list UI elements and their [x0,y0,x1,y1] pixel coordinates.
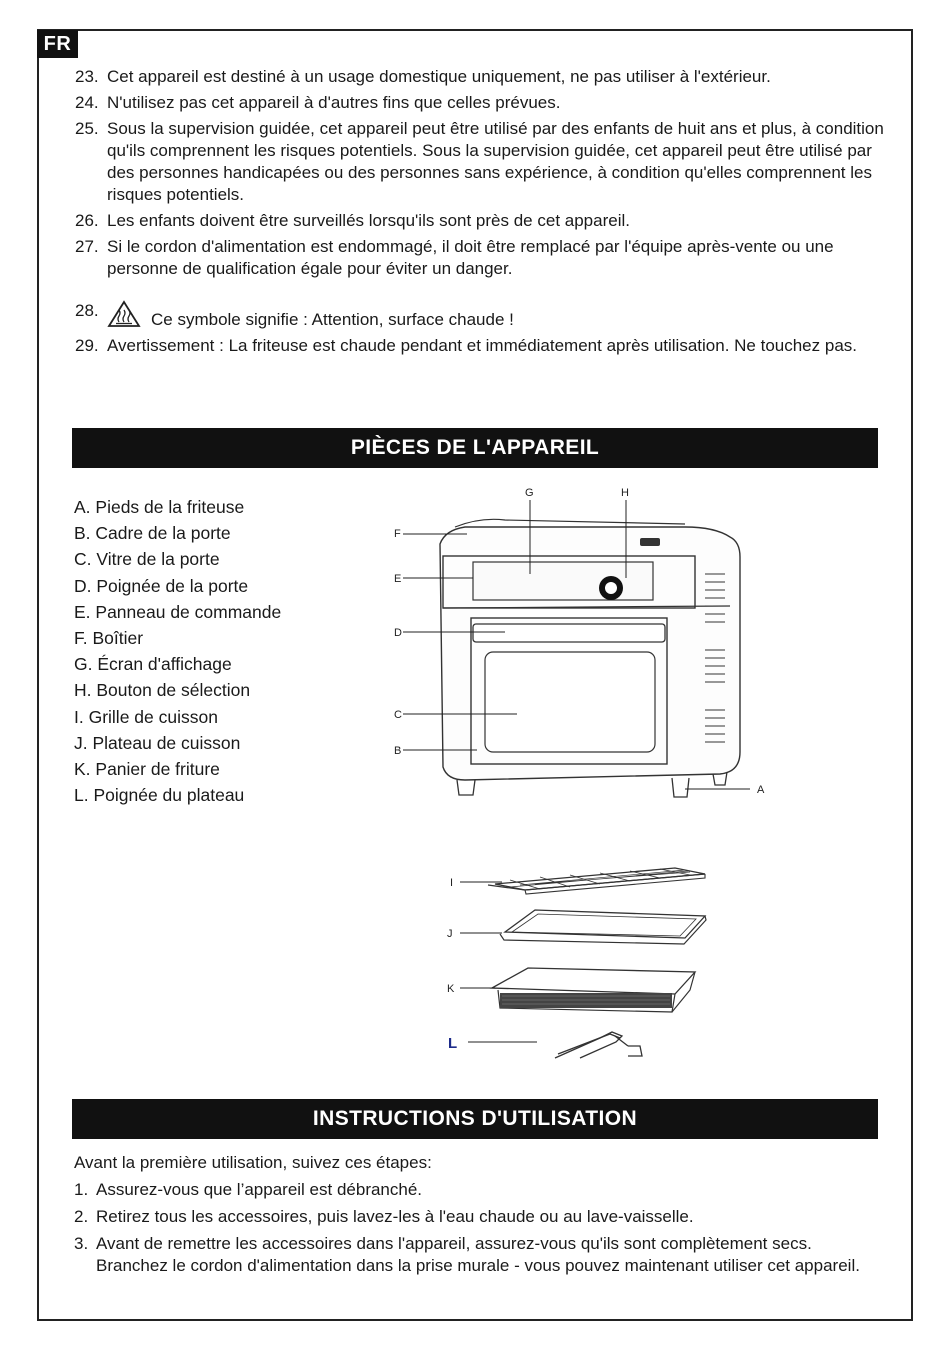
instruction-text: Assurez-vous que l’appareil est débranché. [96,1180,423,1199]
warning-item [75,300,885,331]
warning-number: 24. [75,93,99,112]
part-item: J. Plateau de cuisson [74,732,241,753]
part-item: H. Bouton de sélection [74,680,251,701]
warning-number: 29. [75,336,99,355]
accessories-diagram [440,860,730,1070]
warning-text: Sous la supervision guidée, cet appareil peut être utilisé par des enfants de huit ans et plus, à condition qu'ils comprennent les risques potentiels. Sous la supervision guidée, cet appareil peut être utilisé par des personnes handicapées ou des personnes sans expérience, à condition qu'elles comprennent les risques potentiels. [107,119,884,204]
diagram-label-g: G [525,487,534,499]
warning-text: Avertissement : La friteuse est chaude pendant et immédiatement après utilisation. Ne touchez pas. [107,336,857,355]
instructions-intro: Avant la première utilisation, suivez ces étapes: [74,1153,432,1172]
accessory-callout-lines [460,882,537,1042]
warning-text: Ce symbole signifie : Attention, surface chaude ! [151,310,514,329]
warning-item [75,66,885,88]
instruction-number: 3. [74,1234,89,1253]
diagram-label-h: H [621,487,629,499]
part-item: A. Pieds de la friteuse [74,497,245,517]
part-item: F. Boîtier [74,628,144,649]
warning-number: 28. [75,301,99,320]
diagram-label-k: K [447,983,455,995]
instruction-number: 2. [74,1207,89,1226]
tray-handle [555,1032,642,1058]
language-tag: FR [37,30,78,58]
instructions-block [74,1152,874,1282]
diagram-label-l: L [448,1035,458,1052]
warning-text: N'utilisez pas cet appareil à d'autres fins que celles prévues. [107,93,561,112]
diagram-label-a: A [757,784,765,796]
diagram-label-i: I [450,877,454,889]
warning-text: Si le cordon d'alimentation est endommagé, il doit être remplacé par l'équipe après-vente ou une personne de qualification égale pour éviter un danger. [107,237,834,278]
diagram-label-j: J [447,928,453,940]
instruction-item [74,1179,874,1201]
part-item: D. Poignée de la porte [74,575,249,596]
diagram-label-c: C [394,709,402,721]
diagram-label-b: B [394,745,402,757]
part-item: C. Vitre de la porte [74,549,220,570]
safety-warnings-list [75,66,885,361]
warning-item [75,92,885,114]
part-item: G. Écran d'affichage [74,654,232,675]
instruction-text: Retirez tous les accessoires, puis lavez-les à l'eau chaude ou au lave-vaisselle. [96,1207,694,1226]
frying-basket [492,968,695,1012]
instruction-item [74,1206,874,1228]
warning-number: 23. [75,67,99,86]
diagram-label-d: D [394,627,402,639]
warning-item [75,335,885,357]
hot-surface-warning-icon [107,300,141,328]
part-item: B. Cadre de la porte [74,523,231,544]
instructions-section-heading: INSTRUCTIONS D'UTILISATION [72,1099,878,1139]
part-item: E. Panneau de commande [74,601,282,622]
warning-text: Les enfants doivent être surveillés lorsqu'ils sont près de cet appareil. [107,211,630,230]
instructions-list [74,1179,874,1277]
baking-tray [500,910,706,944]
part-item: L. Poignée du plateau [74,785,245,806]
warning-number: 26. [75,211,99,230]
parts-list [74,494,281,808]
instruction-number: 1. [74,1180,89,1199]
warning-number: 27. [75,237,99,256]
part-item: I. Grille de cuisson [74,706,218,727]
oven-body [440,519,740,797]
diagram-label-f: F [394,528,401,540]
diagram-label-e: E [394,573,402,585]
warning-item [75,118,885,206]
instruction-text: Avant de remettre les accessoires dans l'appareil, assurez-vous qu'ils sont complètement secs. Branchez le cordon d'alimentation dans la prise murale - vous pouvez maintenant utiliser cet appareil. [96,1234,860,1275]
part-item: K. Panier de friture [74,759,220,780]
warning-item [75,236,885,280]
warning-text: Cet appareil est destiné à un usage domestique uniquement, ne pas utiliser à l'extérieur. [107,67,771,86]
instruction-item [74,1233,874,1277]
cooking-rack [488,868,705,894]
parts-section-heading: PIÈCES DE L'APPAREIL [72,428,878,468]
warning-number: 25. [75,119,99,138]
warning-item [75,210,885,232]
air-fryer-oven-diagram [385,482,775,807]
